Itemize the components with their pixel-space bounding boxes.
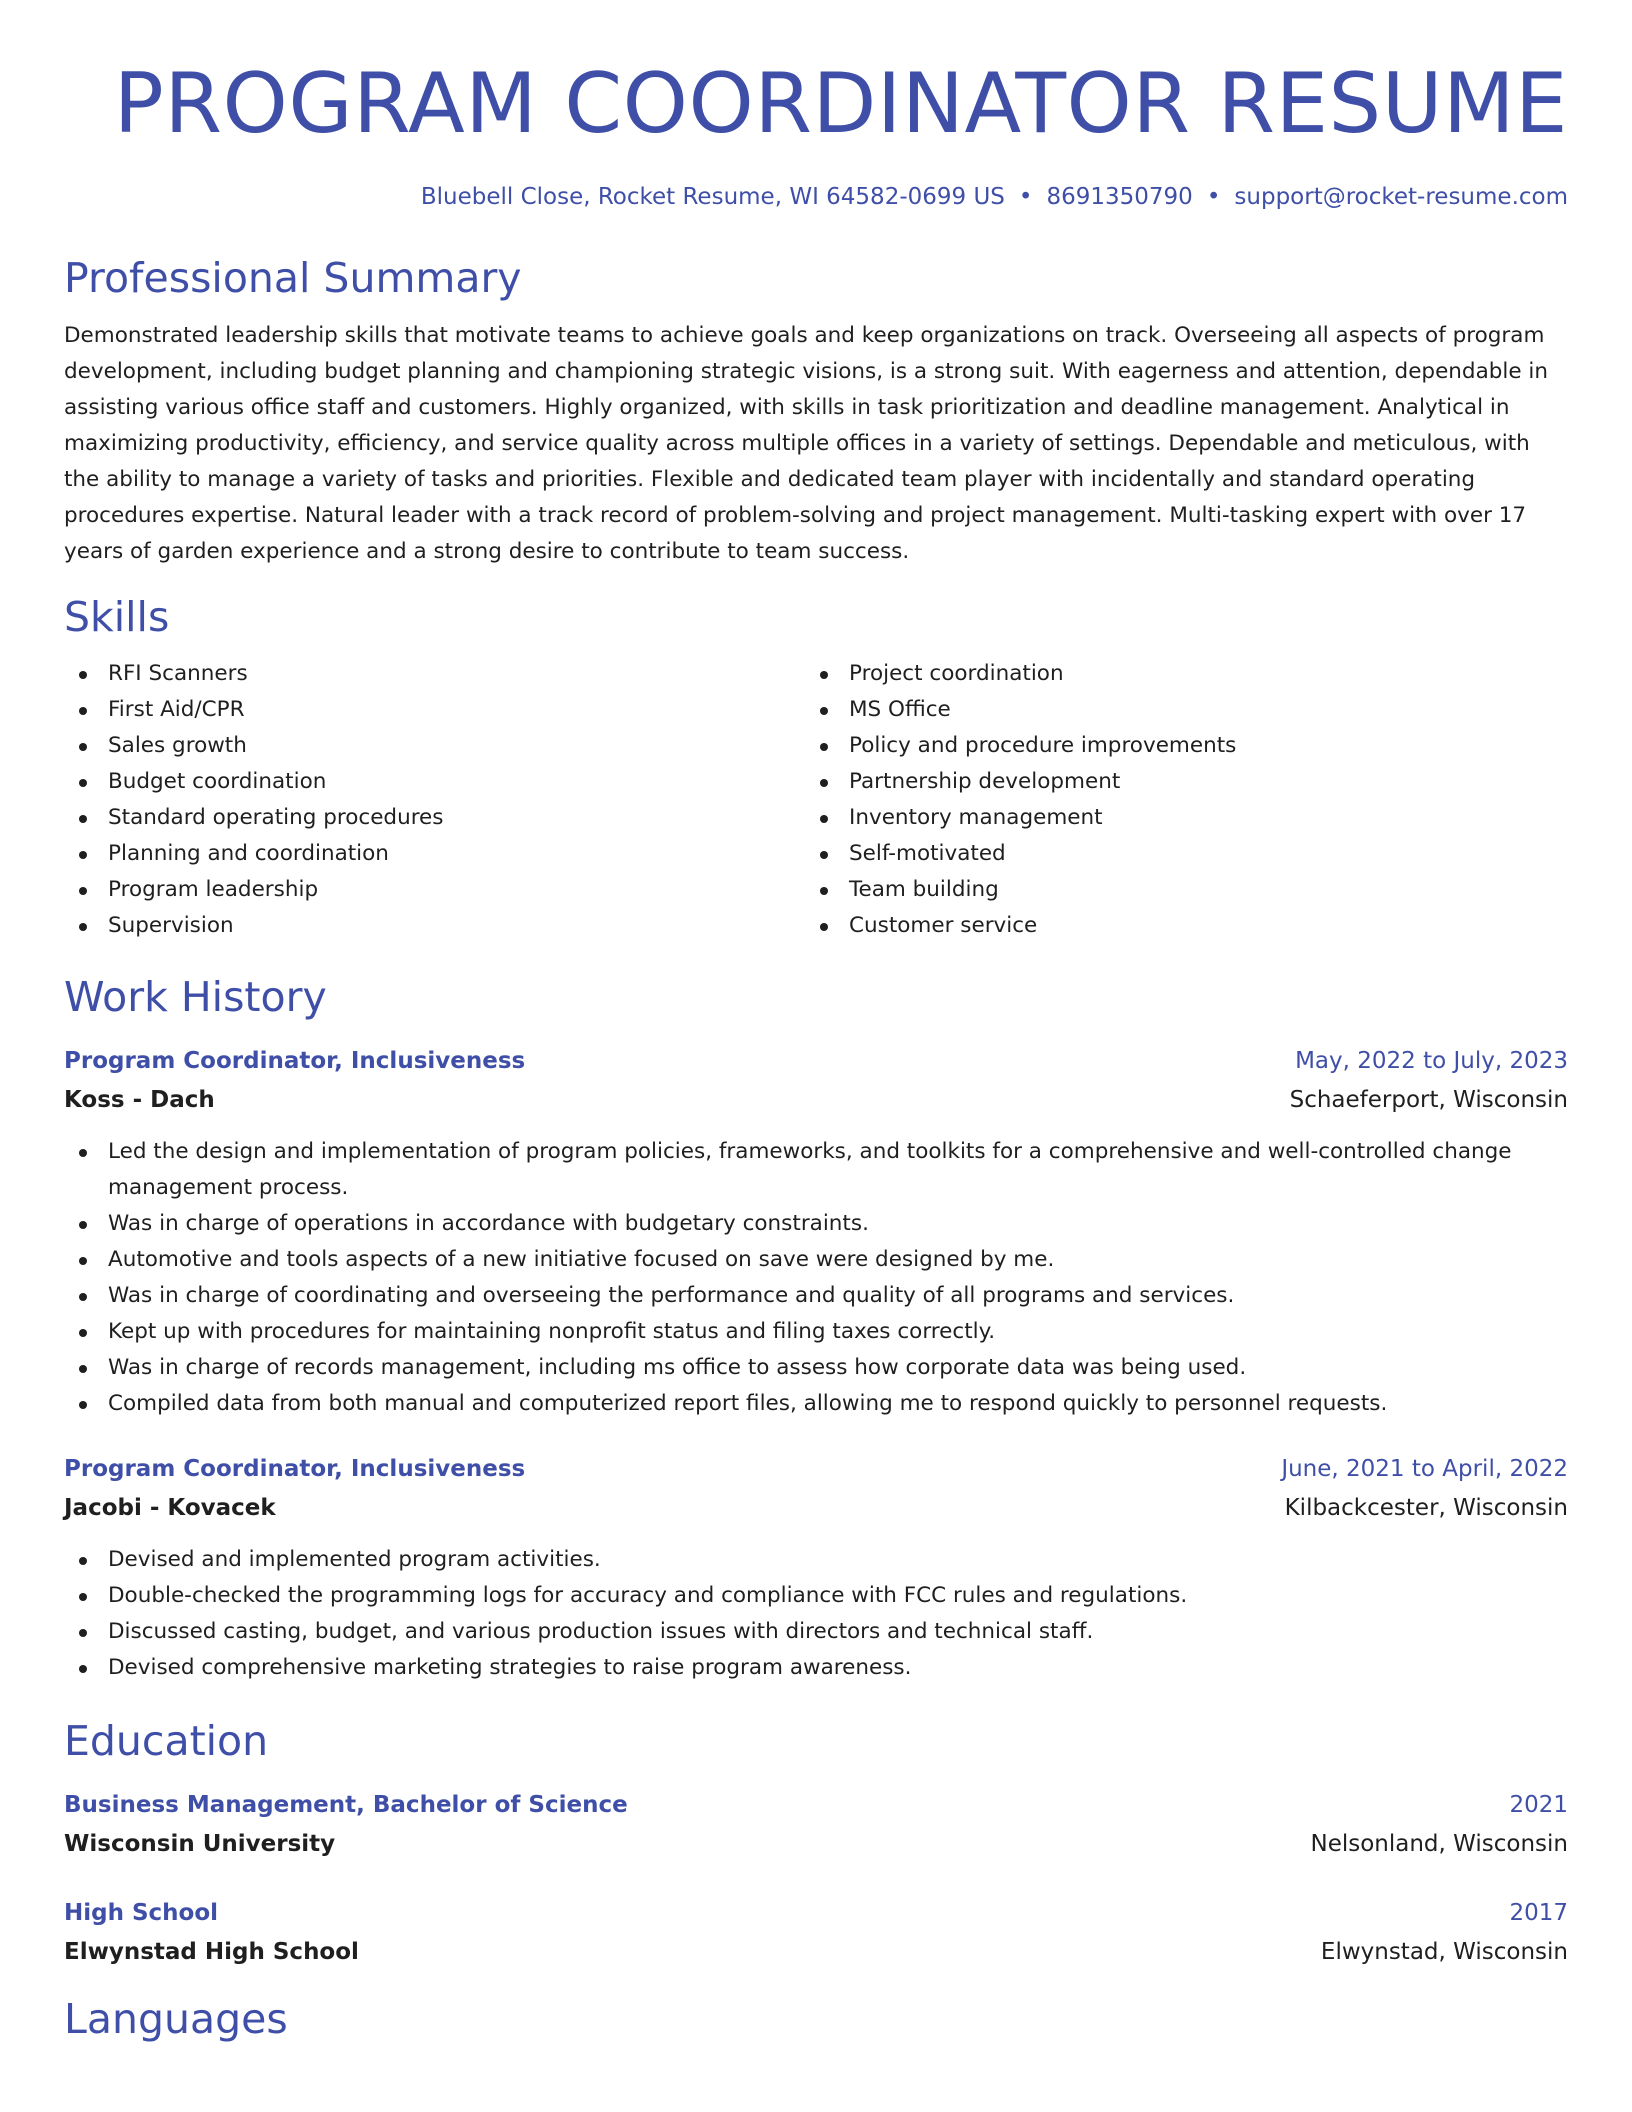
contact-separator: • (1206, 184, 1221, 210)
resume-title: PROGRAM COORDINATOR RESUME (113, 55, 1568, 152)
skills-column-left (64, 656, 805, 944)
contact-phone: 8691350790 (1046, 184, 1193, 210)
duty-item: Discussed casting, budget, and various production issues with directors and technical staff. (64, 1614, 1568, 1650)
skill-item: Customer service (805, 908, 1546, 944)
contact-separator: • (1018, 184, 1033, 210)
skills-heading: Skills (64, 593, 170, 641)
job-duties (64, 1134, 1568, 1422)
skill-item: Self-motivated (805, 836, 1546, 872)
education-entry (64, 1786, 1568, 1864)
school-location: Elwynstad, Wisconsin (1320, 1939, 1568, 1965)
skill-item: Budget coordination (64, 764, 805, 800)
skill-item: Planning and coordination (64, 836, 805, 872)
summary-heading: Professional Summary (64, 254, 522, 302)
degree-title: High School (64, 1900, 219, 1926)
duty-item: Was in charge of coordinating and overseeing the performance and quality of all programs and services. (64, 1278, 1568, 1314)
work-history-heading: Work History (64, 973, 327, 1021)
skill-item: RFI Scanners (64, 656, 805, 692)
job-location: Schaeferport, Wisconsin (1289, 1087, 1568, 1113)
education-heading: Education (64, 1717, 269, 1765)
degree-title: Business Management, Bachelor of Science (64, 1792, 628, 1818)
school-location: Nelsonland, Wisconsin (1310, 1831, 1568, 1857)
contact-address: Bluebell Close, Rocket Resume, WI 64582-0699 US (420, 184, 1005, 210)
skill-item: Supervision (64, 908, 805, 944)
job-company: Koss - Dach (64, 1087, 215, 1113)
duty-item: Was in charge of operations in accordance with budgetary constraints. (64, 1206, 1568, 1242)
duty-item: Kept up with procedures for maintaining nonprofit status and filing taxes correctly. (64, 1314, 1568, 1350)
skill-item: Project coordination (805, 656, 1546, 692)
job-dates: June, 2021 to April, 2022 (1281, 1456, 1568, 1482)
skill-item: Team building (805, 872, 1546, 908)
duty-item: Compiled data from both manual and computerized report files, allowing me to respond quickly to personnel requests. (64, 1386, 1568, 1422)
skill-item: Partnership development (805, 764, 1546, 800)
job-location: Kilbackcester, Wisconsin (1284, 1495, 1568, 1521)
summary-text: Demonstrated leadership skills that motivate teams to achieve goals and keep organizations on track. Overseeing all aspects of program development, including budget planning and championing strategic visions, is a strong suit. With eagerness and attention, dependable in assisting various office staff and customers. Highly organized, with skills in task prioritization and deadline management. Analytical in maximizing productivity, efficiency, and service quality across multiple offices in a variety of settings. Dependable and meticulous, with the ability to manage a variety of tasks and priorities. Flexible and dedicated team player with incidentally and standard operating procedures expertise. Natural leader with a track record of problem-solving and project management. Multi-tasking expert with over 17 years of garden experience and a strong desire to contribute to team success. (64, 323, 1549, 564)
duty-item: Led the design and implementation of program policies, frameworks, and toolkits for a comprehensive and well-controlled change management process. (64, 1134, 1568, 1206)
skill-item: MS Office (805, 692, 1546, 728)
duty-item: Automotive and tools aspects of a new initiative focused on save were designed by me. (64, 1242, 1568, 1278)
job-company: Jacobi - Kovacek (64, 1495, 276, 1521)
duty-item: Double-checked the programming logs for accuracy and compliance with FCC rules and regulations. (64, 1578, 1568, 1614)
graduation-year: 2021 (1509, 1792, 1568, 1818)
contact-email: support@rocket-resume.com (1234, 184, 1568, 210)
work-entry (64, 1042, 1568, 1422)
skill-item: Inventory management (805, 800, 1546, 836)
skill-item: Program leadership (64, 872, 805, 908)
graduation-year: 2017 (1509, 1900, 1568, 1926)
contact-line (64, 182, 1568, 212)
job-duties (64, 1542, 1568, 1686)
work-entry (64, 1450, 1568, 1686)
skill-item: Standard operating procedures (64, 800, 805, 836)
school-name: Elwynstad High School (64, 1939, 359, 1965)
job-title: Program Coordinator, Inclusiveness (64, 1048, 526, 1074)
skill-item: First Aid/CPR (64, 692, 805, 728)
duty-item: Devised and implemented program activities. (64, 1542, 1568, 1578)
skill-item: Policy and procedure improvements (805, 728, 1546, 764)
skills-list (64, 656, 1568, 944)
languages-heading: Languages (64, 1995, 288, 2043)
school-name: Wisconsin University (64, 1831, 336, 1857)
job-dates: May, 2022 to July, 2023 (1295, 1048, 1568, 1074)
duty-item: Devised comprehensive marketing strategies to raise program awareness. (64, 1650, 1568, 1686)
education-entry (64, 1894, 1568, 1972)
duty-item: Was in charge of records management, including ms office to assess how corporate data was being used. (64, 1350, 1568, 1386)
job-title: Program Coordinator, Inclusiveness (64, 1456, 526, 1482)
skill-item: Sales growth (64, 728, 805, 764)
skills-column-right (805, 656, 1546, 944)
